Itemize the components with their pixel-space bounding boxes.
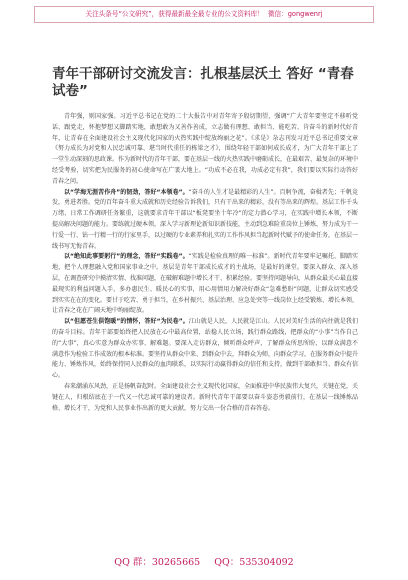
paragraph-lead-heading: 以“绝知此事要躬行”的理念，答好“实践卷”。 xyxy=(64,253,189,261)
footer-qq-contact: QQ：535304092 xyxy=(214,557,294,568)
footer-qq-group: QQ 群：30265665 xyxy=(114,557,201,568)
paragraph-text: 春来潮涌东风劲，正是扬帆奋起时。全面建设社会主义现代化国家，全面推进中华民族伟大复兴，关键在党，关键在人，归根结底在于一代又一代忠诚可靠的建设者。新时代青年干部要以奋斗姿态勇毅前行，在基层一线锤炼品格、增长才干，为党和人民事业作出新的更大贡献，努力交出一份合格的青春答卷。 xyxy=(52,382,358,412)
paragraph-text: “实践是检验真理的唯一标准”。新时代青年要牢记嘱托、脚踏实地，把个人理想融入党和国家事业之中。基层是青年干部成长成才的主战场，是最好的课堂。要深入群众、深入基层，在调查研究中摸清实情、找准问题，在破解难题中增长才干、积累经验。要坚持问题导向，从群众最关心最直接最现实的利益问题入手，多办惠民生、暖民心的实事，用心用情用力解决好群众“急难愁盼”问题，让群众切实感受到实实在在的变化。要甘于吃苦、勇于担当，在乡村振兴、基层治理、应急处突等一线岗位上经受锻炼、增长本领，让青春之花在广阔天地中绚丽绽放。 xyxy=(52,253,358,315)
body-paragraph xyxy=(52,112,358,188)
body-paragraph xyxy=(52,317,358,382)
body-paragraph xyxy=(52,382,358,414)
paragraph-text: 江山就是人民，人民就是江山。人民对美好生活的向往就是我们的奋斗目标。青年干部要始终把人民放在心中最高位置，站稳人民立场，践行群众路线，把群众的“小事”当作自己的“大事”，真心实意为群众办实事、解难题。要深入走访群众，倾听群众呼声，了解群众所思所盼，以群众满意不满意作为检验工作成效的根本标准。要坚持从群众中来、到群众中去，拜群众为师，向群众学习，在服务群众中提升能力、锤炼作风，始终保持同人民群众的血肉联系，以实际行动赢得群众的信任和支持，做到干部敢担当、群众有信心。 xyxy=(52,318,358,380)
banner-promo-text: 关注头条号“公文研究”，获得最新最全最专业的公文资料库！ xyxy=(85,10,264,18)
paragraph-text: “奋斗的人生才是最精彩的人生”。百舸争流，奋楫者先；千帆竞发，勇进者胜。党的百年奋斗重大成就和历史经验告诉我们，只有干出来的精彩，没有等出来的辉煌。基层工作千头万绪、日常工作调研任务繁重，这就要求青年干部以“板凳要坐十年冷”的定力潜心学习，在实践中增长本领，不断提高解决问题的能力。要练就过硬本领，深入学习新理论新知识新技能，主动到急难险重岗位上锤炼，努力成为干一行爱一行、钻一行精一行的行家里手，以过硬的专业素养和扎实的工作作风担当起新时代赋予的使命任务，在基层一线书写无悔青春。 xyxy=(52,188,358,250)
document-body xyxy=(52,112,358,532)
page-footer xyxy=(0,556,408,570)
paragraph-lead-heading: 以“学海无涯苦作舟”的韧劲，答好“本领卷”。 xyxy=(64,188,189,196)
paragraph-text: 青年强，则国家强。习近平总书记在党的二十大报告中对青年寄予殷切期望，强调“广大青年要坚定不移听党话、跟党走，怀抱梦想又脚踏实地，敢想敢为又善作善成，立志做有理想、敢担当、能吃苦、肯奋斗的新时代好青年，让青春在全面建设社会主义现代化国家的火热实践中绽放绚丽之花”。《求是》杂志刊发习近平总书记重要文章《努力成长为对党和人民忠诚可靠、堪当时代重任的栋梁之才》，围绕年轻干部如何成长成才，为广大青年干部上了一堂生动深刻的思政课。作为新时代的青年干部，要在基层一线的火热实践中磨砺成长，在最艰苦、最复杂的环境中经受考验，切实把为民服务的初心使命写在广袤大地上。“功成不必在我，功成必定有我”，我们要以实际行动答好青春之问。 xyxy=(52,113,358,185)
body-paragraph xyxy=(52,252,358,317)
body-paragraph xyxy=(52,188,358,253)
banner-wechat-text: 微信：gongwenrj xyxy=(267,10,323,18)
promo-banner xyxy=(34,6,374,23)
paragraph-lead-heading: 以“但愿苍生俱饱暖”的情怀，答好“为民卷”。 xyxy=(64,318,189,326)
document-title: 青年干部研讨交流发言：扎根基层沃土 答好 “青春试卷” xyxy=(52,66,354,99)
